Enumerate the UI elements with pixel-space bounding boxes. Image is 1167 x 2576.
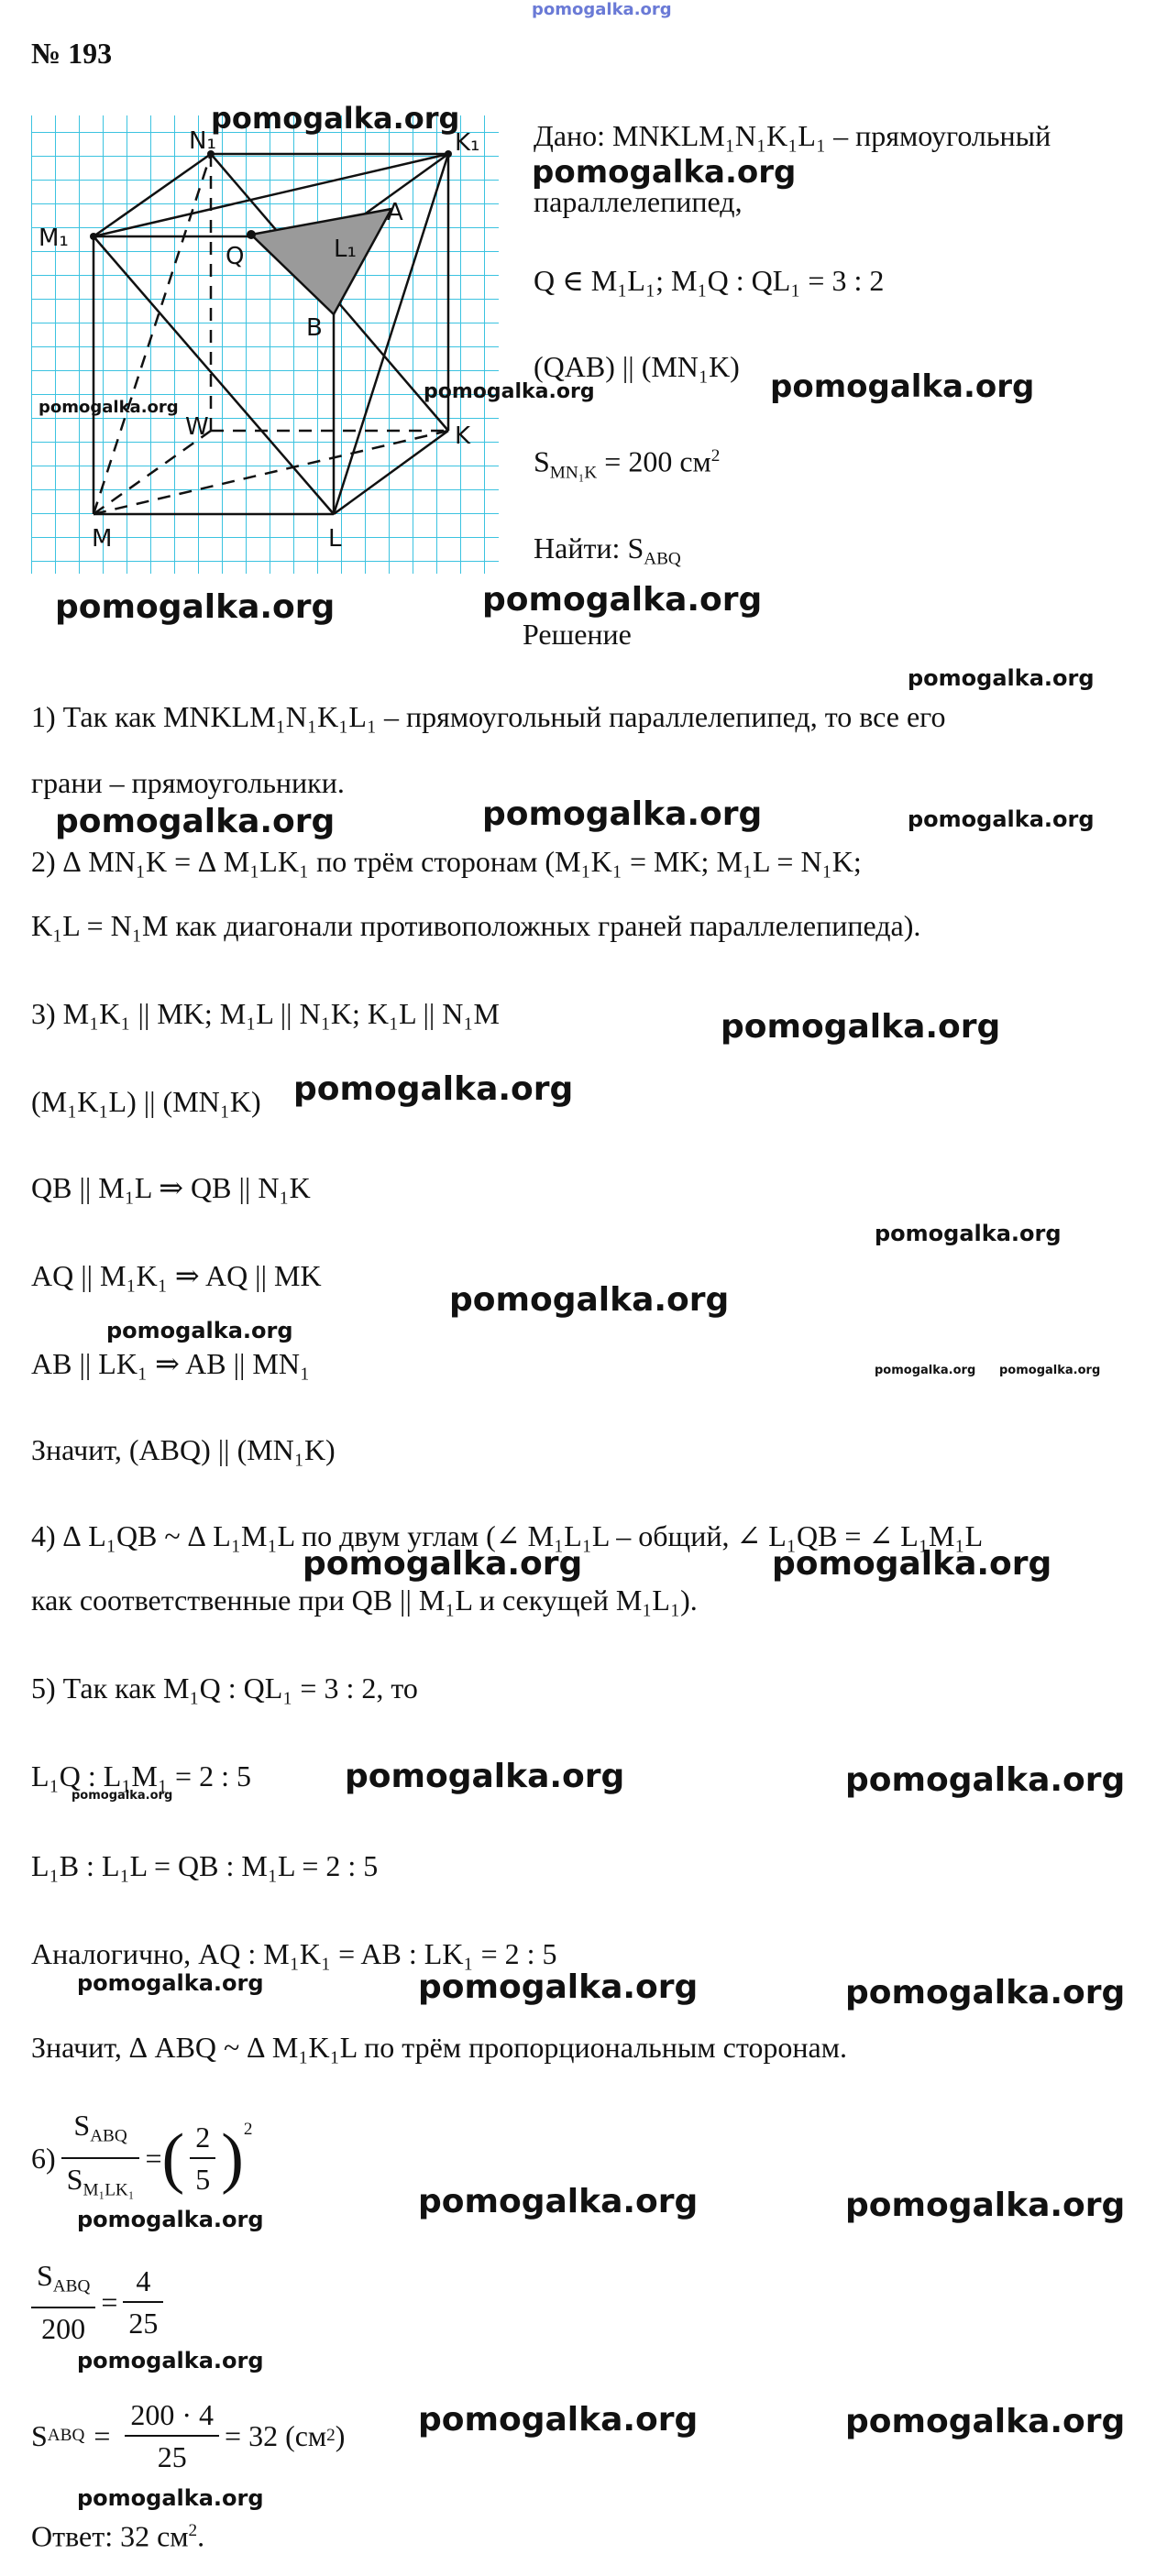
step-7-formula: $\frac{S_{ABQ}}{200}$ = $\frac{4}{25}$ [31,2256,169,2348]
watermark: pomogalka.org [908,806,1095,832]
header-watermark: pomogalka.org [532,0,672,19]
label-m: M [92,525,113,553]
watermark: pomogalka.org [721,1008,1001,1046]
watermark: pomogalka.org [418,1968,699,2006]
ratio-fraction: $\frac{S_{ABQ}}{S_{M_1LK_1}}$ [61,2105,140,2210]
figure-watermark: pomogalka.org [211,101,460,136]
watermark: pomogalka.org [293,1070,574,1108]
step-5e: Значит, ∆ ABQ ~ ∆ M₁K₁L по трём пропорциональным сторонам. [31,2031,847,2064]
label-q: Q [226,243,245,270]
step-3e: AB || LK₁ ⇒ AB || MN₁ [31,1347,311,1380]
label-k: K [455,422,471,450]
step-5b: L₁Q : L₁M₁ = 2 : 5 [31,1759,251,1792]
watermark: pomogalka.org [770,368,1035,405]
watermark: pomogalka.org [999,1364,1101,1377]
geometry-figure [31,101,595,575]
label-k1: K₁ [455,129,480,157]
watermark: pomogalka.org [106,1318,293,1343]
label-l1: L₁ [334,236,357,263]
step-3c: QB || M₁L ⇒ QB || N₁K [31,1171,311,1204]
step-3b: (M₁K₁L) || (MN₁K) [31,1085,261,1118]
given-line-5: $S_{MN_1K} = 200$ $см^2$ [534,444,721,483]
given-line-2: параллелепипед, [534,185,743,218]
watermark: pomogalka.org [77,1970,264,1996]
step-2b: K₁L = N₁M как диагонали противоположных граней параллелепипеда). [31,909,921,942]
figure-watermark: pomogalka.org [424,380,595,403]
solution-title: Решение [523,618,632,651]
label-l: L [328,525,342,553]
step-3d: AQ || M₁K₁ ⇒ AQ || MK [31,1259,322,1292]
watermark: pomogalka.org [77,2348,264,2373]
watermark: pomogalka.org [77,2485,264,2511]
watermark: pomogalka.org [72,1789,173,1803]
step-3f: Значит, (ABQ) || (MN₁K) [31,1433,336,1466]
label-m1: M₁ [39,225,69,252]
problem-number: № 193 [31,37,113,70]
figure-watermark: pomogalka.org [39,398,179,417]
find-line: Найти: $S_{ABQ}$ [534,532,681,569]
watermark: pomogalka.org [55,803,336,840]
step-5d: Аналогично, AQ : M₁K₁ = AB : LK₁ = 2 : 5 [31,1937,557,1970]
watermark: pomogalka.org [77,2207,264,2232]
watermark: pomogalka.org [845,1761,1126,1799]
label-a: A [387,199,403,226]
watermark: pomogalka.org [55,588,336,626]
watermark: pomogalka.org [345,1758,625,1795]
step-1a: 1) Так как MNKLM₁N₁K₁L₁ – прямоугольный параллелепипед, то все его [31,700,946,733]
step-2a: 2) ∆ MN₁K = ∆ M₁LK₁ по трём сторонам (M₁K₁ = MK; M₁L = N₁K; [31,845,862,878]
watermark: pomogalka.org [532,154,797,191]
grid-background [31,115,499,574]
watermark: pomogalka.org [875,1364,976,1377]
label-w: W [185,413,209,441]
watermark: pomogalka.org [449,1281,730,1319]
watermark: pomogalka.org [482,795,763,833]
given-line-3: Q ∈ M₁L₁; M₁Q : QL₁ = 3 : 2 [534,264,885,297]
step-8-formula: S ABQ = $\frac{200 \cdot 4}{25}$ = 32 (см 2 ) [31,2390,345,2482]
watermark: pomogalka.org [303,1545,583,1583]
watermark: pomogalka.org [845,1974,1126,2011]
watermark: pomogalka.org [908,665,1095,691]
watermark: pomogalka.org [845,2403,1126,2440]
step-4a: 4) ∆ L₁QB ~ ∆ L₁M₁L по двум углам (∠ M₁L₁L – общий, ∠ L₁QB = ∠ L₁M₁L [31,1519,984,1552]
step-3a: 3) M₁K₁ || MK; M₁L || N₁K; K₁L || N₁M [31,997,500,1030]
step-5a: 5) Так как M₁Q : QL₁ = 3 : 2, то [31,1672,418,1705]
watermark: pomogalka.org [482,581,763,619]
watermark: pomogalka.org [418,2183,699,2220]
answer: Ответ: 32 $см^2$. [31,2519,205,2553]
watermark: pomogalka.org [875,1221,1062,1246]
label-n1: N₁ [189,127,216,155]
watermark: pomogalka.org [772,1545,1052,1583]
watermark: pomogalka.org [418,2401,699,2439]
step-6-formula: 6) $\frac{S_{ABQ}}{S_{M_1LK_1}}$ = ( $\frac{2}{5}$ ) $^2$ [31,2108,252,2209]
step-1b: грани – прямоугольники. [31,766,345,799]
step-4b: как соответственные при QB || M₁L и секущей M₁L₁). [31,1584,698,1617]
given-line-1: Дано: MNKLM₁N₁K₁L₁ – прямоугольный [534,119,1051,152]
watermark: pomogalka.org [845,2187,1126,2224]
step-5c: L₁B : L₁L = QB : M₁L = 2 : 5 [31,1849,379,1882]
label-b: B [306,314,323,342]
given-line-4: (QAB) || (MN₁K) [534,350,740,383]
